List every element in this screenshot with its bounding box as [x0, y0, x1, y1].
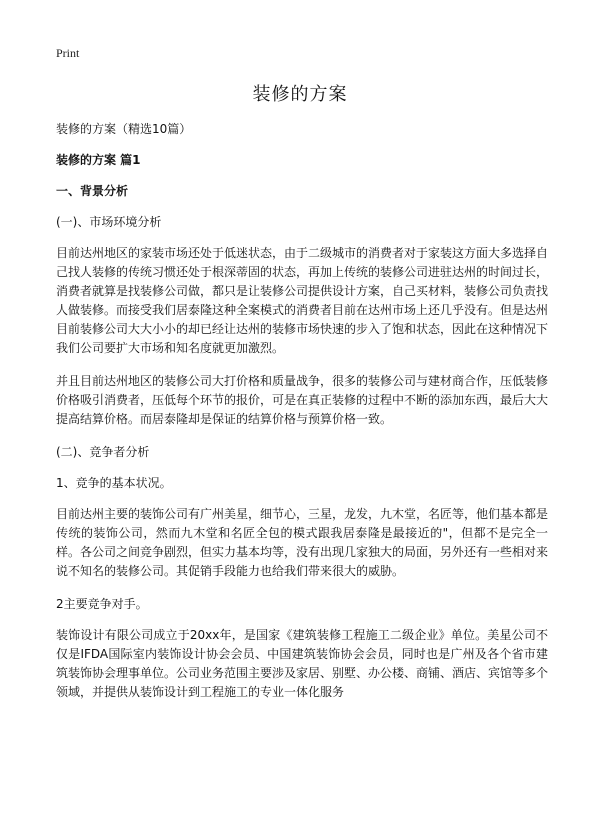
print-label[interactable]: Print [56, 46, 80, 60]
document-body [56, 120, 548, 716]
item-heading-main-competitor: 2主要竞争对手。 [56, 597, 148, 611]
paragraph-meixing: 装饰设计有限公司成立于20xx年，是国家《建筑装修工程施工二级企业》单位。美星公司不仅是IFDA国际室内装饰设计协会会员、中国建筑装饰协会会员，同时也是广州及各个省市建筑装饰协会理事单位。公司业务范围主要涉及家居、别墅、办公楼、商铺、酒店、宾馆等多个领域，并提供从装饰设计到工程施工的专业一体化服务 [56, 628, 549, 699]
page-title: 装修的方案 [252, 84, 348, 105]
doc-subtitle: 装修的方案（精选10篇） [56, 122, 192, 136]
item-heading-basic-status: 1、竞争的基本状况。 [56, 476, 172, 490]
paragraph-price-war: 并且目前达州地区的装修公司大打价格和质量战争，很多的装修公司与建材商合作，压低装修价格吸引消费者，压低每个环节的报价，可是在真正装修的过程中不断的添加东西，最后大大提高结算价格。而居泰隆却是保证的结算价格与预算价格一致。 [56, 374, 549, 426]
article-title: 装修的方案 篇1 [56, 153, 141, 167]
paragraph-competitors: 目前达州主要的装饰公司有广州美星，细节心，三星，龙发，九木堂，名匠等，他们基本都是传统的装饰公司，然而九木堂和名匠全包的模式跟我居泰隆是最接近的"，但都不是完全一样。各公司之间竞争剧烈，但实力基本均等，没有出现几家独大的局面，另外还有一些相对来说不知名的装修公司。其促销手段能力也给我们带来很大的威胁。 [56, 507, 549, 578]
section-heading-background: 一、背景分析 [56, 184, 129, 198]
paragraph-market: 目前达州地区的家装市场还处于低迷状态，由于二级城市的消费者对于家装这方面大多选择自己找人装修的传统习惯还处于根深蒂固的状态，再加上传统的装修公司进驻达州的时间过长，消费者就算是找装修公司做，都只是让装修公司提供设计方案，自己买材料，装修公司负责找人做装修。而接受我们居泰隆这种全案模式的消费者目前在达州市场上还几乎没有。但是达州目前装修公司大大小小的却已经让达州的装修市场快速的步入了饱和状态，因此在这种情况下我们公司要扩大市场和知名度就更加激烈。 [56, 246, 549, 355]
subheading-market-environment: (一)、市场环境分析 [56, 215, 162, 229]
subheading-competitor-analysis: (二)、竞争者分析 [56, 445, 150, 459]
